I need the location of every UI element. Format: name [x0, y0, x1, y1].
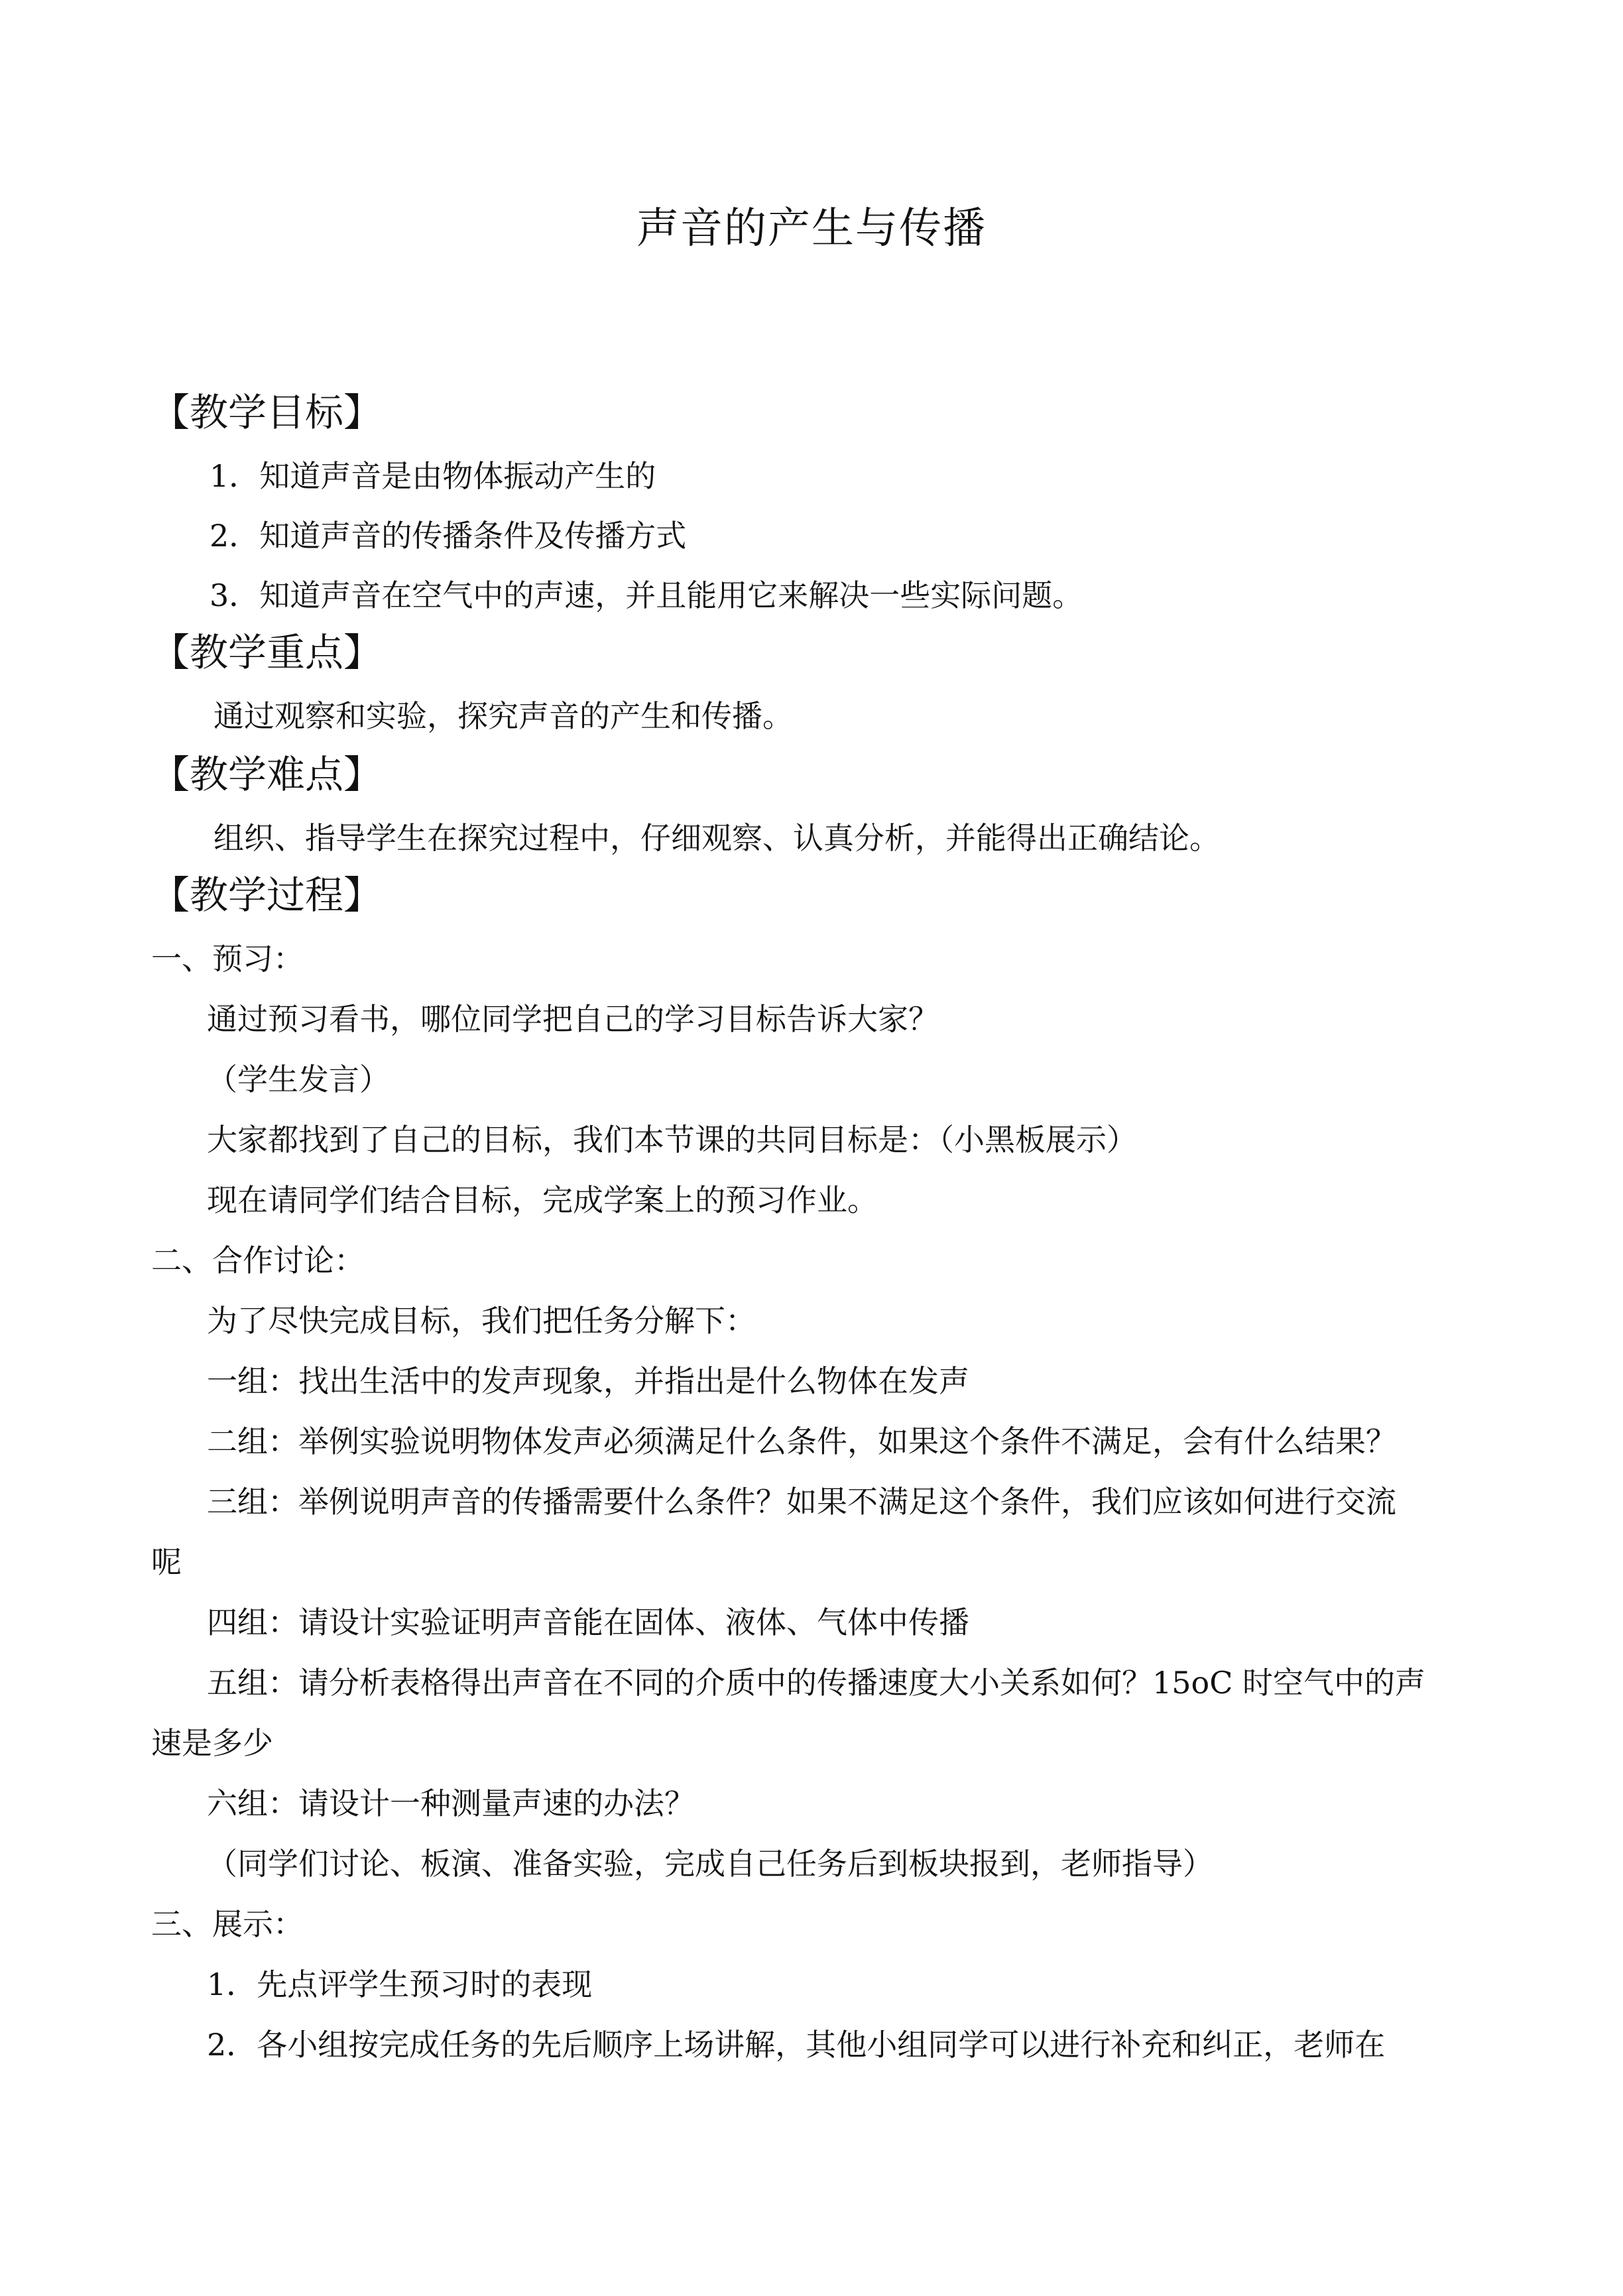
- part1-line-4: 现在请同学们结合目标，完成学案上的预习作业。: [207, 1182, 878, 1218]
- part2-note: （同学们讨论、板演、准备实验，完成自己任务后到板块报到，老师指导）: [207, 1846, 1213, 1882]
- objectives-heading: 【教学目标】: [151, 390, 383, 435]
- part2-group5-line1: 五组：请分析表格得出声音在不同的介质中的传播速度大小关系如何？15oC 时空气中的声: [207, 1665, 1426, 1701]
- part3-heading: 三、展示：: [151, 1906, 304, 1942]
- part1-line-3: 大家都找到了自己的目标，我们本节课的共同目标是：（小黑板展示）: [207, 1122, 1137, 1158]
- key-points-text: 通过观察和实验，探究声音的产生和传播。: [213, 698, 793, 734]
- part2-group3-line1: 三组：举例说明声音的传播需要什么条件？如果不满足这个条件，我们应该如何进行交流: [207, 1484, 1396, 1520]
- difficulties-heading: 【教学难点】: [151, 752, 383, 797]
- objective-item-3: 3．知道声音在空气中的声速，并且能用它来解决一些实际问题。: [210, 577, 1083, 613]
- key-points-heading: 【教学重点】: [151, 630, 383, 675]
- part2-heading: 二、合作讨论：: [151, 1242, 365, 1278]
- objective-item-1: 1．知道声音是由物体振动产生的: [210, 458, 656, 494]
- part1-line-2: （学生发言）: [207, 1061, 390, 1097]
- part1-heading: 一、预习：: [151, 941, 304, 977]
- part2-group3-line2: 呢: [151, 1544, 182, 1580]
- part1-line-1: 通过预习看书，哪位同学把自己的学习目标告诉大家？: [207, 1001, 939, 1037]
- part2-group4: 四组：请设计实验证明声音能在固体、液体、气体中传播: [207, 1604, 969, 1640]
- part3-item-1: 1．先点评学生预习时的表现: [207, 1966, 593, 2002]
- part2-group2: 二组：举例实验说明物体发声必须满足什么条件，如果这个条件不满足，会有什么结果？: [207, 1423, 1396, 1459]
- part2-group1: 一组：找出生活中的发声现象，并指出是什么物体在发声: [207, 1363, 969, 1399]
- part2-intro: 为了尽快完成目标，我们把任务分解下：: [207, 1303, 756, 1339]
- part2-group5-line2: 速是多少: [151, 1725, 273, 1761]
- objective-item-2: 2．知道声音的传播条件及传播方式: [210, 518, 687, 554]
- document-title: 声音的产生与传播: [636, 204, 987, 253]
- part3-item-2: 2．各小组按完成任务的先后顺序上场讲解，其他小组同学可以进行补充和纠正，老师在: [207, 2027, 1386, 2063]
- difficulties-text: 组织、指导学生在探究过程中，仔细观察、认真分析，并能得出正确结论。: [213, 820, 1220, 856]
- process-heading: 【教学过程】: [151, 873, 383, 918]
- part2-group6: 六组：请设计一种测量声速的办法？: [207, 1785, 695, 1821]
